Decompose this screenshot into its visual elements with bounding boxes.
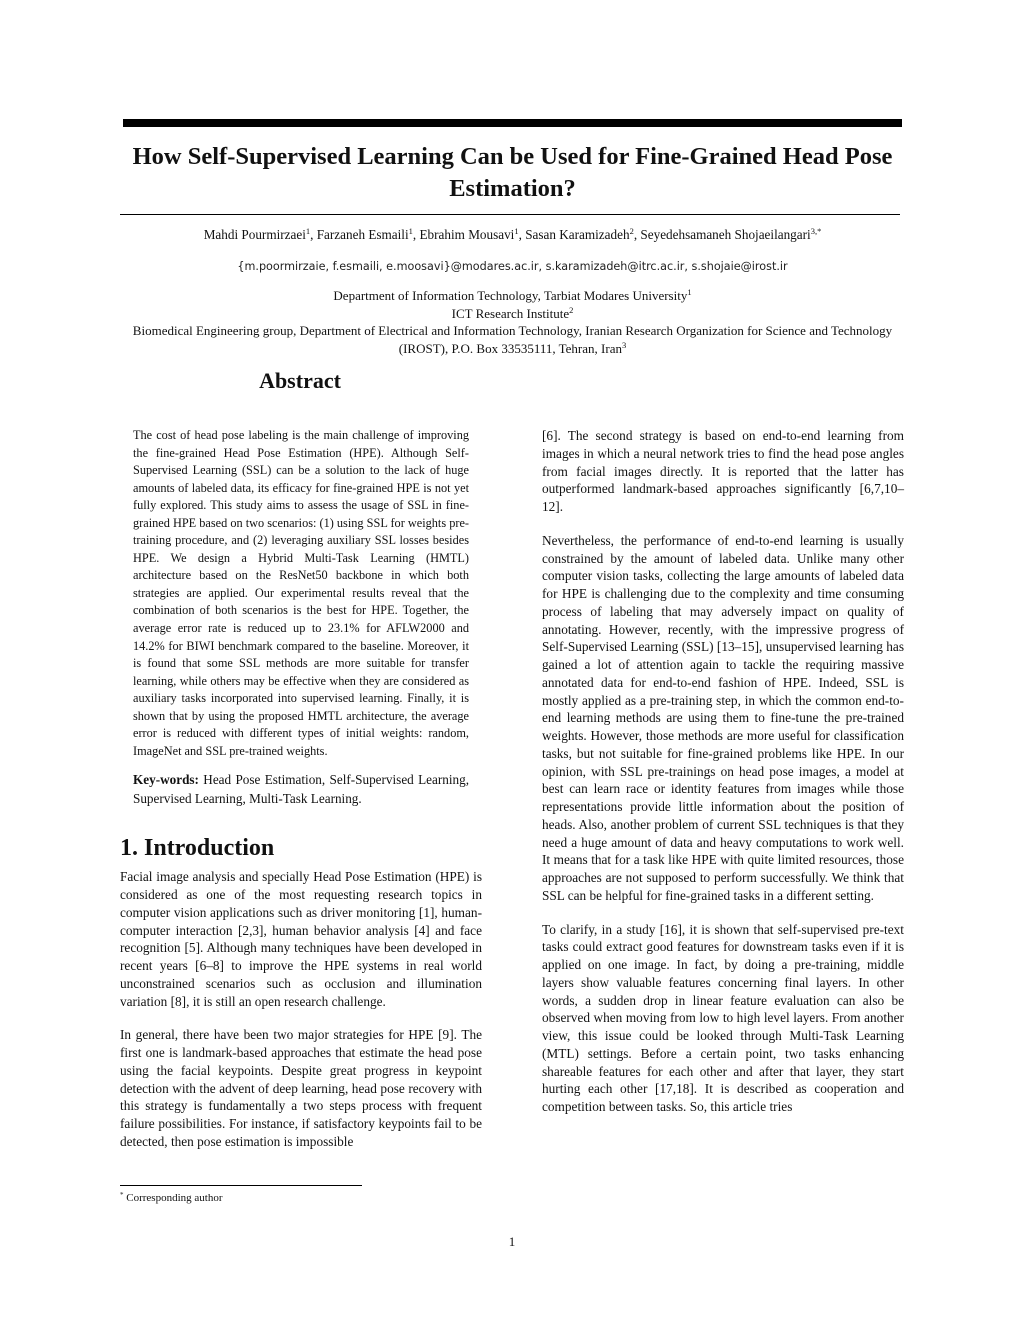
affiliation-mark: 1	[687, 287, 692, 297]
affiliation-text: ICT Research Institute	[451, 305, 570, 321]
author-emails: {m.poormirzaie, f.esmaili, e.moosavi}@modares.ac.ir, s.karamizadeh@itrc.ac.ir, s.shojaie@irost.ir	[237, 260, 788, 273]
author-affiliation-mark: 1	[408, 226, 413, 236]
affiliation-text: Department of Information Technology, Tarbiat Modares University	[333, 288, 688, 303]
intro-paragraph: Nevertheless, the performance of end-to-end learning is usually constrained by the amount of labeled data. Unlike many other computer vision tasks, collecting the large amounts of labeled data for HPE is challenging due to the complexity and time consuming process of labeling that may adversely impact on quality of annotating. However, recently, with the impressive progress of Self-Supervised Learning (SSL) [13–15], unsupervised learning has gained a lot of attention again to tackle the requiring massive annotated data for end-to-end fashion of HPE. Indeed, SSL is mostly applied as a pre-training step, in which the common end-to-end learning methods are using them to fine-tune the pre-trained weights. However, those methods are more useful for classification tasks, but not suitable for fine-grained problems like HPE. In our opinion, with SSL pre-trainings on head pose images, a model at best can learn race or identity features from images while those representations provide little information about the position of heads. Also, another problem of current SSL techniques is that they need a huge amount of data and heavy computations to work well. It means that for a task like HPE with quite limited resources, those approaches are not supposed to perform successfully. We think that SSL can be helpful for fine-grained tasks in a different setting.	[542, 532, 904, 903]
keywords-list: Head Pose Estimation, Self-Supervised Learning, Supervised Learning, Multi-Task Learning.	[133, 772, 470, 806]
keywords	[133, 771, 469, 808]
affiliation-mark: 3	[621, 339, 627, 350]
author-name: Farzaneh Esmaili	[316, 227, 409, 242]
intro-paragraph: In general, there have been two major strategies for HPE [9]. The first one is landmark-based approaches that estimate the head pose using the facial keypoints. Despite great progress in keypoint detection with the advent of deep learning, head pose recovery with this strategy is fundamentally a two steps process with frequent failure possibilities. For instance, if satisfactory keypoints fail to be detected, then pose estimation is impossible	[120, 1027, 482, 1149]
affiliation-text: Biomedical Engineering group, Department of Electrical and Information Technology, Iranian Research Organization for Science and Technology (IROST), P.O. Box 33535111, Tehran, Iran	[132, 323, 893, 356]
intro-paragraph: To clarify, in a study [16], it is shown that self-supervised pre-text tasks could extract good features for downstream tasks even if it is applied on one image. In fact, by doing a pre-training, middle layers show valuable features concerning final layers. In other words, a sudden drop in linear feature evaluation can also be observed when moving from low to high level layers. From another view, this issue could be looked through Multi-Task Learning (MTL) settings. Before a certain point, two tasks enhancing shareable features for each other and after that layer, they start hurting each other [17,18]. It is described as cooperation and competition between tasks. So, this article tries	[542, 921, 904, 1114]
affiliation-line	[110, 305, 915, 323]
keywords-label: Key-words:	[133, 772, 199, 788]
abstract-text: The cost of head pose labeling is the main challenge of improving the fine-grained Head Pose Estimation (HPE). Although Self-Supervised Learning (SSL) can be a solution to the lack of huge amounts of labeled data, its efficacy for fine-grained HPE is not yet fully explored. This study aims to assess the usage of SSL in fine-grained HPE based on two scenarios: (1) using SSL for weights pre-training procedure, and (2) leveraging auxiliary SSL losses besides HPE. We design a Hybrid Multi-Task Learning (HMTL) architecture based on the ResNet50 backbone in which both strategies are applied. Our experimental results reveal that the combination of both scenarios is the best for HPE. Together, the average error rate is reduced up to 23.1% for AFLW2000 and 14.2% for BIWI benchmark compared to the baseline. Moreover, it is found that some SSL methods are more suitable for transfer learning, while others may be effective when they are considered as auxiliary tasks incorporated into supervised learning. Finally, it is shown that by using the proposed HMTL architecture, the average error is reduced with different types of initial weights: random, ImageNet and SSL pre-trained weights.	[133, 428, 469, 758]
author-affiliation-mark: 2	[629, 226, 634, 236]
author-name: Seyedehsamaneh Shojaeilangari	[640, 227, 811, 242]
footnote-divider	[120, 1185, 362, 1186]
author-name: Ebrahim Mousavi	[419, 227, 515, 242]
affiliation-list	[110, 287, 915, 357]
affiliation-line	[110, 287, 915, 305]
left-column	[120, 427, 482, 1167]
footnote-mark: *	[120, 1191, 124, 1199]
author-name: Mahdi Pourmirzaei	[203, 227, 306, 242]
author-name: Sasan Karamizadeh	[525, 227, 630, 242]
abstract-heading: Abstract	[259, 368, 341, 393]
page-number: 1	[508, 1234, 516, 1249]
author-affiliation-mark: 1	[305, 226, 311, 236]
title-divider	[120, 214, 900, 215]
footnote-text: Corresponding author	[126, 1192, 223, 1204]
author-affiliation-mark: 1	[514, 226, 519, 236]
footnote	[120, 1191, 520, 1205]
author-affiliation-mark: 3,*	[810, 226, 822, 236]
author-list: Mahdi Pourmirzaei$^1$, Farzaneh Esmaili$^1$, Ebrahim Mousavi$^1$, Sasan Karamizadeh$^2$, Seyedehsamaneh Shojaeilangari$^{3,*}$	[203, 226, 822, 242]
introduction-heading: 1. Introduction	[120, 835, 275, 862]
intro-paragraph: Facial image analysis and specially Head Pose Estimation (HPE) is considered as one of the most requesting research topics in computer vision applications such as driver monitoring [1], human-computer interaction [2,3], human behavior analysis [4] and face recognition [5]. Although many techniques have been developed in recent years [6–8] to improve the HPE systems in real world unconstrained scenarios such as occlusion and illumination variation [8], it is still an open research challenge.	[120, 869, 482, 1009]
intro-paragraph: [6]. The second strategy is based on end-to-end learning from images in which a neural network tries to find the head pose angles from facial images directly. It is reported that the latter has outperformed landmark-based approaches significantly [6,7,10–12].	[542, 428, 904, 514]
top-rule	[123, 119, 902, 127]
paper-title: How Self-Supervised Learning Can be Used for Fine-Grained Head Pose Estimation?	[132, 143, 893, 202]
affiliation-line	[110, 322, 915, 357]
right-column	[542, 427, 904, 1132]
affiliation-mark: 2	[569, 304, 574, 315]
